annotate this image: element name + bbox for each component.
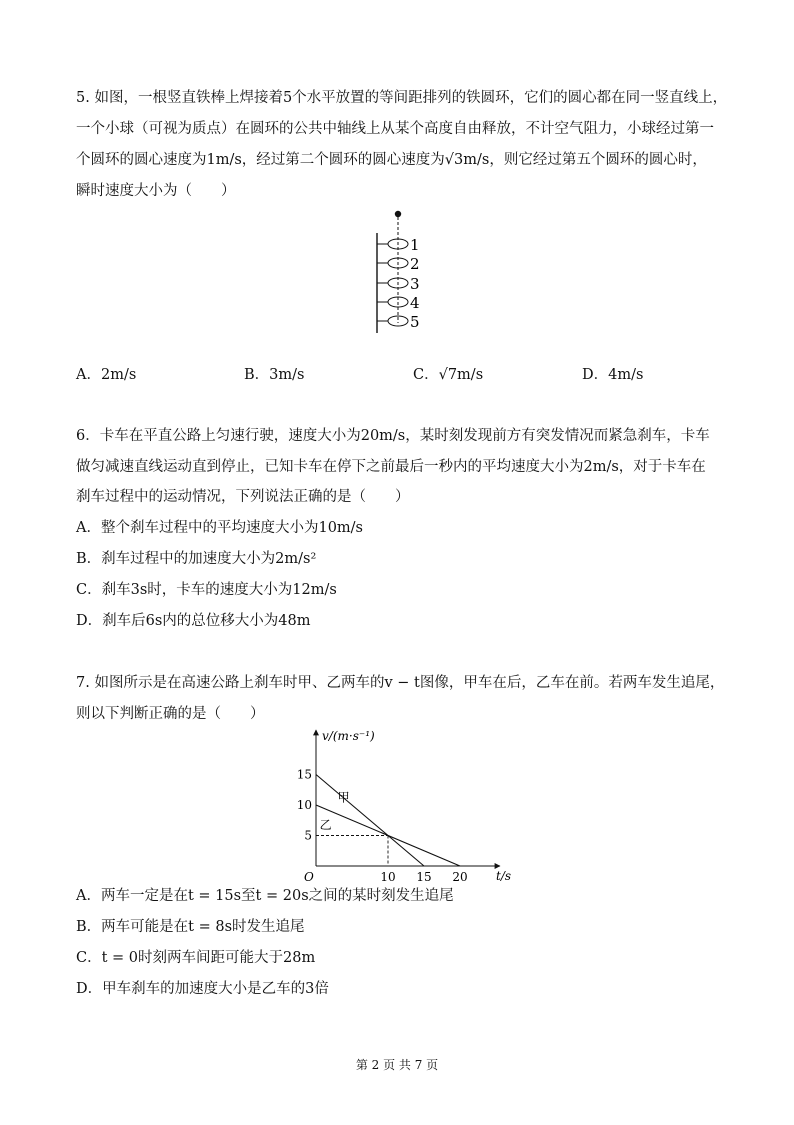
y-tick-label-5: 5 xyxy=(304,828,312,843)
q6-option-c[interactable]: C．刹车3s时，卡车的速度大小为12m/s xyxy=(76,582,337,598)
origin-label: O xyxy=(304,870,314,884)
series-label-jia: 甲 xyxy=(337,790,350,805)
ball xyxy=(395,211,401,217)
x-axis-label: t/s xyxy=(496,869,512,883)
q6-option-b[interactable]: B．刹车过程中的加速度大小为2m/s² xyxy=(76,551,317,567)
series-line-jia xyxy=(316,775,424,867)
ring-rod-diagram xyxy=(360,205,440,340)
x-tick-label-20: 20 xyxy=(452,870,468,884)
q6-line-3: 刹车过程中的运动情况，下列说法正确的是（ ） xyxy=(76,489,410,505)
ring-label-4: 4 xyxy=(410,294,420,312)
q6-line-1: 6．卡车在平直公路上匀速行驶，速度大小为20m/s，某时刻发现前方有突发情况而紧急刹车，卡车 xyxy=(76,428,710,444)
q6-option-d[interactable]: D．刹车后6s内的总位移大小为48m xyxy=(76,613,311,629)
q7-option-b[interactable]: B．两车可能是在t = 8s时发生追尾 xyxy=(76,919,305,935)
series-label-yi: 乙 xyxy=(319,817,332,832)
x-tick-label-15: 15 xyxy=(416,870,432,884)
page-footer: 第 2 页 共 7 页 xyxy=(355,1058,439,1072)
q6-line-2: 做匀减速直线运动直到停止，已知卡车在停下之前最后一秒内的平均速度大小为2m/s，对于卡车在 xyxy=(76,459,706,475)
q5-line-2: 一个小球（可视为质点）在圆环的公共中轴线上从某个高度自由释放，不计空气阻力，小球经过第一 xyxy=(76,121,714,137)
q5-option-c[interactable]: C．√7m/s xyxy=(413,367,484,383)
q5-option-b[interactable]: B．3m/s xyxy=(244,367,305,383)
q7-option-d[interactable]: D．甲车刹车的加速度大小是乙车的3倍 xyxy=(76,981,329,997)
q7-line-1: 7. 如图所示是在高速公路上刹车时甲、乙两车的v − t图像，甲车在后，乙车在前。若两车发生追尾， xyxy=(76,675,725,691)
q5-line-3: 个圆环的圆心速度为1m/s，经过第二个圆环的圆心速度为√3m/s，则它经过第五个圆环的圆心时， xyxy=(76,152,707,168)
ring-label-2: 2 xyxy=(410,255,420,273)
y-tick-label-15: 15 xyxy=(296,767,312,782)
q7-line-2: 则以下判断正确的是（ ） xyxy=(76,706,265,722)
ring-label-3: 3 xyxy=(410,275,420,293)
ring-label-5: 5 xyxy=(410,313,420,331)
y-axis-label: v/(m·s⁻¹) xyxy=(322,729,375,743)
q7-option-a[interactable]: A．两车一定是在t = 15s至t = 20s之间的某时刻发生追尾 xyxy=(76,888,454,904)
ring-label-1: 1 xyxy=(410,236,420,254)
q6-option-a[interactable]: A．整个刹车过程中的平均速度大小为10m/s xyxy=(76,520,363,536)
x-tick-label-10: 10 xyxy=(380,870,396,884)
q5-option-a[interactable]: A．2m/s xyxy=(76,367,137,383)
q5-line-1: 5. 如图，一根竖直铁棒上焊接着5个水平放置的等间距排列的铁圆环，它们的圆心都在同一竖直线上， xyxy=(76,90,728,106)
q5-line-4: 瞬时速度大小为（ ） xyxy=(76,183,236,199)
q7-option-c[interactable]: C．t = 0时刻两车间距可能大于28m xyxy=(76,950,316,966)
vt-chart xyxy=(290,724,530,884)
q5-option-d[interactable]: D．4m/s xyxy=(582,367,644,383)
y-tick-label-10: 10 xyxy=(296,798,312,812)
